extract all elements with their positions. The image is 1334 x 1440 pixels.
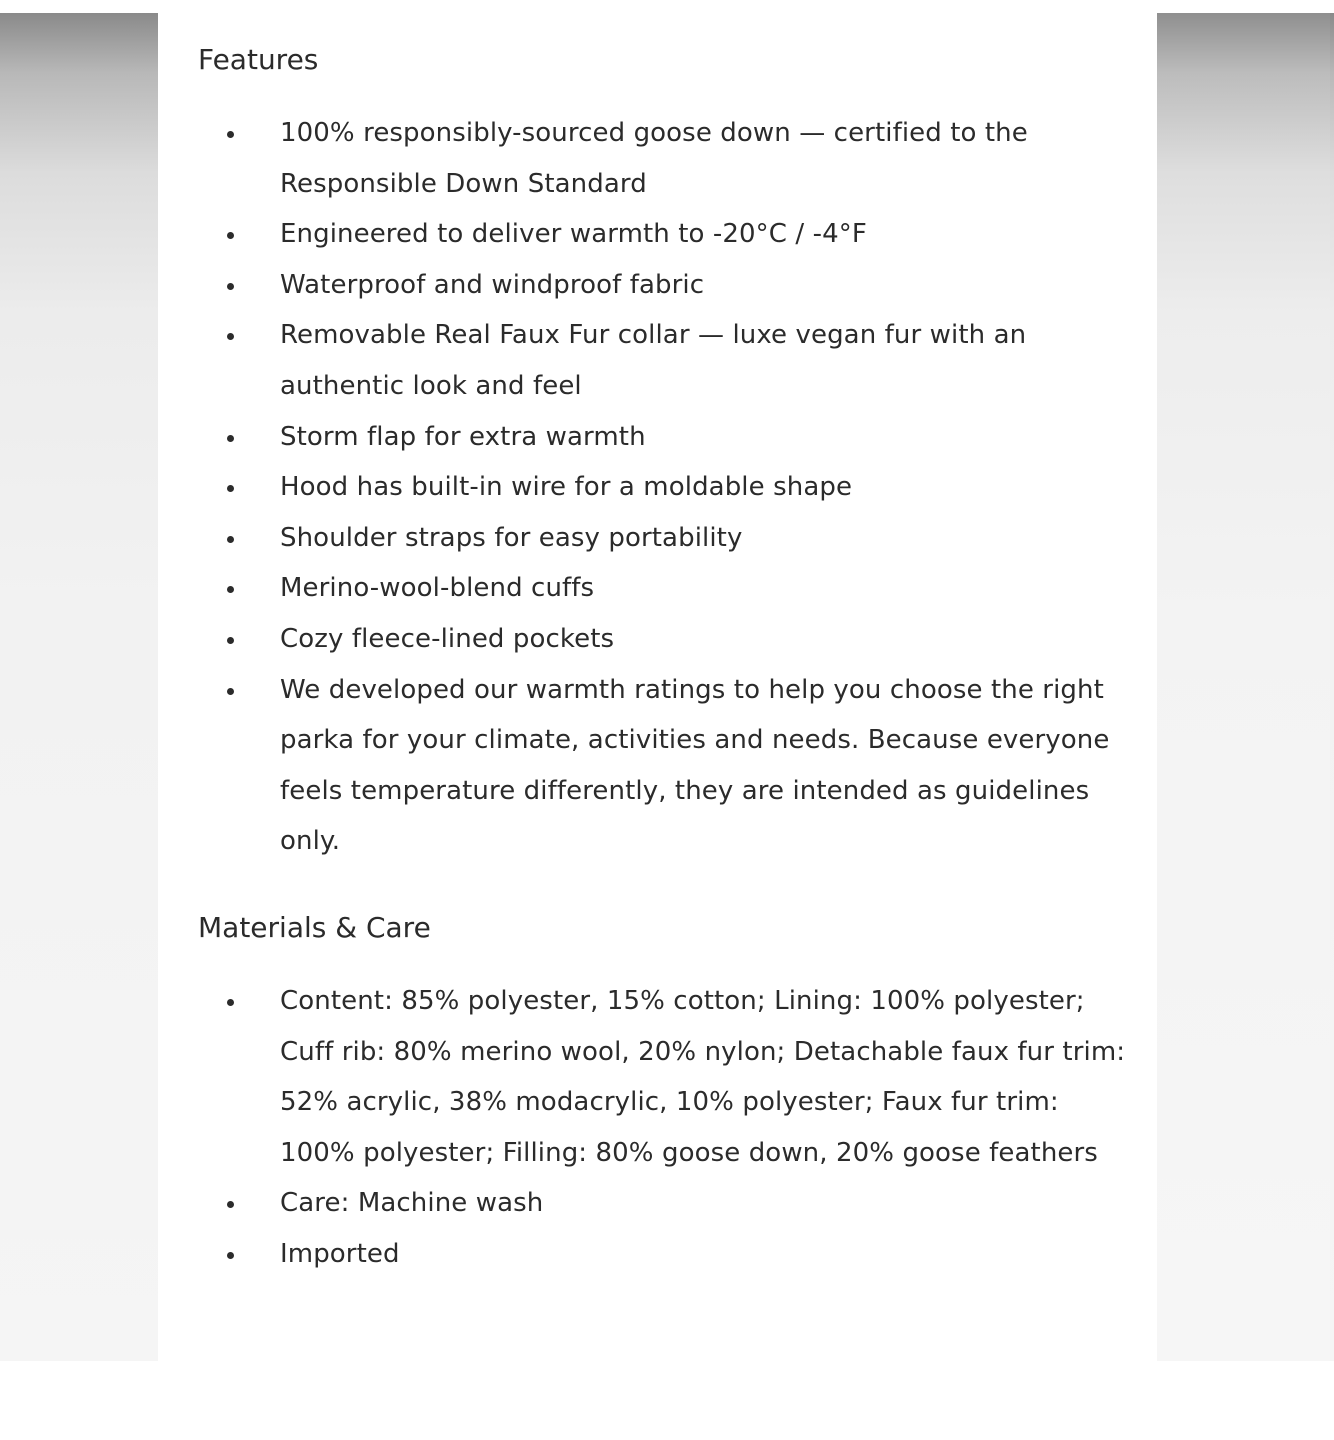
features-heading: Features — [198, 43, 319, 76]
product-details-panel — [158, 13, 1157, 1361]
list-item: Content: 85% polyester, 15% cotton; Lining: 100% polyester; Cuff rib: 80% merino wool, 20% nylon; Detachable faux fur trim: 52% acrylic, 38% modacrylic, 10% polyester; Faux fur trim: 100% polyester; Filling: 80% goose down, 20% goose feathers — [280, 976, 1130, 1178]
list-item: Cozy fleece-lined pockets — [280, 614, 1130, 665]
features-list — [280, 108, 1130, 867]
list-item: Storm flap for extra warmth — [280, 412, 1130, 463]
list-item: 100% responsibly-sourced goose down — certified to the Responsible Down Standard — [280, 108, 1130, 209]
list-item: Hood has built-in wire for a moldable shape — [280, 462, 1130, 513]
materials-care-list — [280, 976, 1130, 1280]
list-item: Engineered to deliver warmth to -20°C / -4°F — [280, 209, 1130, 260]
materials-care-heading: Materials & Care — [198, 911, 431, 944]
background-gradient-right — [1157, 13, 1330, 1361]
list-item: Shoulder straps for easy portability — [280, 513, 1130, 564]
list-item: Waterproof and windproof fabric — [280, 260, 1130, 311]
list-item: Merino-wool-blend cuffs — [280, 563, 1130, 614]
list-item: Removable Real Faux Fur collar — luxe vegan fur with an authentic look and feel — [280, 310, 1130, 411]
list-item: We developed our warmth ratings to help you choose the right parka for your climate, activities and needs. Because everyone feels temperature differently, they are intended as guidelines only. — [280, 665, 1130, 867]
list-item: Care: Machine wash — [280, 1178, 1130, 1229]
list-item: Imported — [280, 1229, 1130, 1280]
